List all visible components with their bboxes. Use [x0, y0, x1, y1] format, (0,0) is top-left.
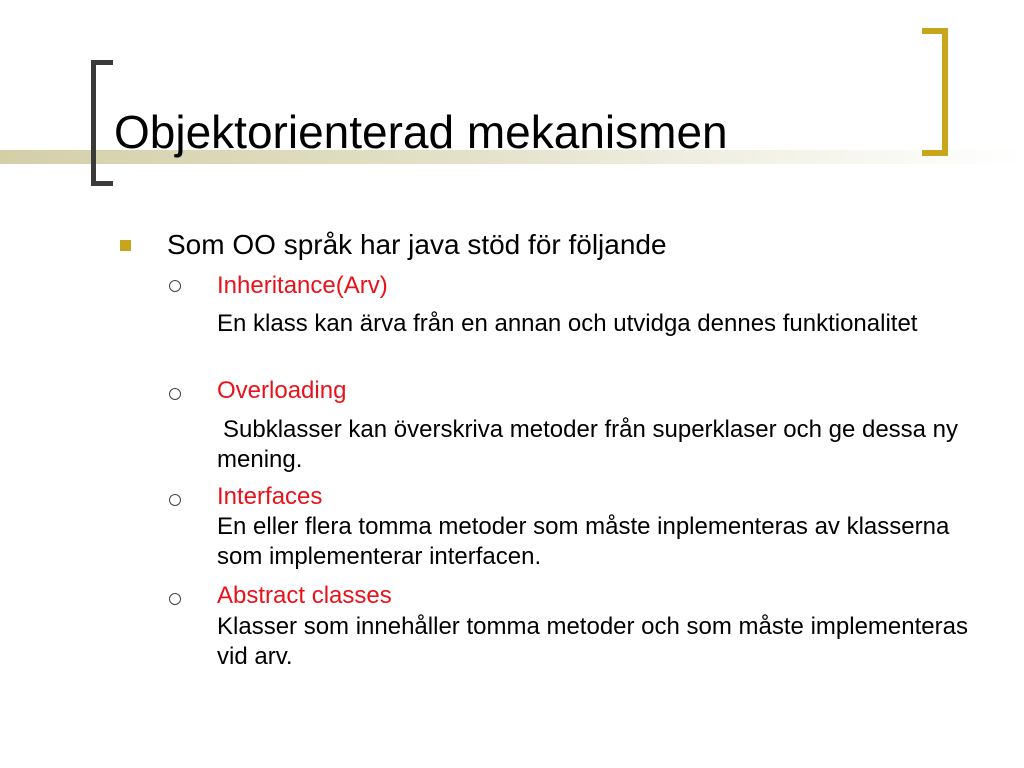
item-description-abstract-classes: Klasser som innehåller tomma metoder och som måste implementeras vid arv.	[217, 613, 968, 670]
item-description-inheritance: En klass kan ärva från en annan och utvidga dennes funktionalitet	[217, 310, 918, 337]
item-heading-interfaces: Interfaces	[217, 483, 323, 510]
item-heading-overloading: Overloading	[217, 377, 347, 404]
circle-bullet-icon	[169, 280, 181, 292]
circle-bullet-icon	[169, 388, 181, 400]
slide-title: Objektorienterad mekanismen	[114, 106, 728, 158]
item-heading-inheritance: Inheritance(Arv)	[217, 272, 388, 299]
item-description-overloading: Subklasser kan överskriva metoder från superklaser och ge dessa ny mening.	[217, 416, 959, 473]
item-heading-abstract-classes: Abstract classes	[217, 582, 392, 609]
square-bullet-icon	[120, 240, 131, 251]
item-description-interfaces: En eller flera tomma metoder som måste inplementeras av klasserna som implementerar interfacen.	[217, 513, 950, 570]
circle-bullet-icon	[169, 494, 181, 506]
main-bullet-text: Som OO språk har java stöd för följande	[167, 229, 667, 260]
circle-bullet-icon	[169, 593, 181, 605]
